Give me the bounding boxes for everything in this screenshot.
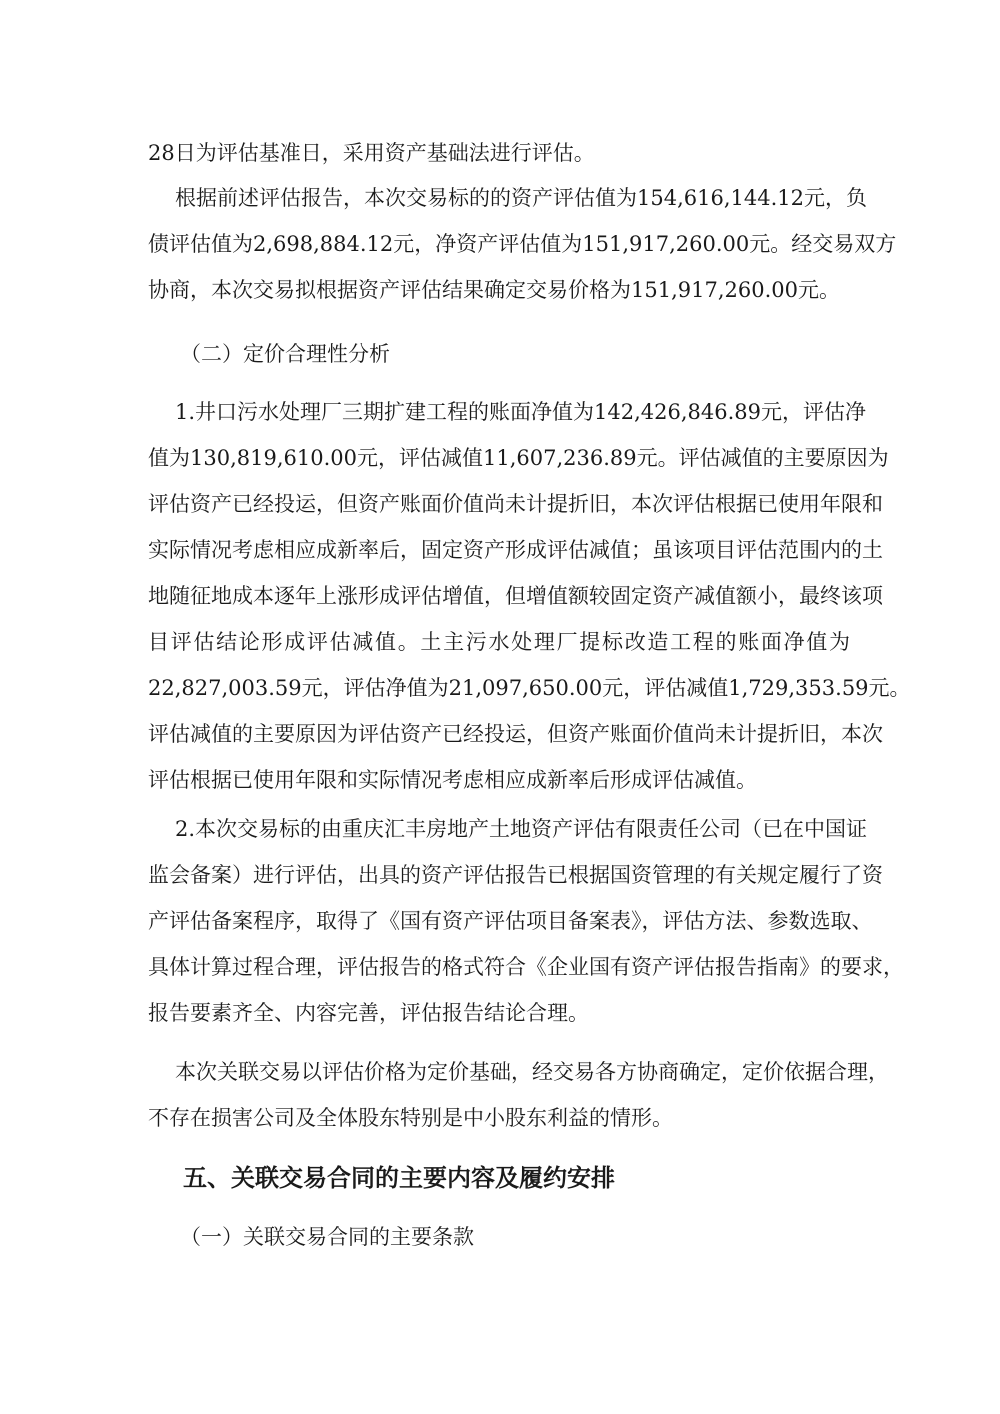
- paragraph-line: 22,827,003.59元，评估净值为21,097,650.00元，评估减值1,729,353.59元。: [148, 676, 911, 700]
- paragraph-line: 具体计算过程合理，评估报告的格式符合《企业国有资产评估报告指南》的要求，: [148, 955, 904, 979]
- subsection-heading: （一）关联交易合同的主要条款: [180, 1225, 474, 1249]
- paragraph-line: 根据前述评估报告，本次交易标的的资产评估值为154,616,144.12元，负: [175, 186, 867, 210]
- paragraph-line: 报告要素齐全、内容完善，评估报告结论合理。: [148, 1001, 589, 1025]
- paragraph-line: 评估根据已使用年限和实际情况考虑相应成新率后形成评估减值。: [148, 768, 757, 792]
- paragraph-line: 28日为评估基准日，采用资产基础法进行评估。: [148, 141, 595, 165]
- paragraph-line: 产评估备案程序，取得了《国有资产评估项目备案表》，评估方法、参数选取、: [148, 909, 873, 933]
- paragraph-line: 评估资产已经投运，但资产账面价值尚未计提折旧，本次评估根据已使用年限和: [148, 492, 883, 516]
- paragraph: [148, 389, 911, 803]
- paragraph-line: 目评估结论形成评估减值。土主污水处理厂提标改造工程的账面净值为: [148, 630, 850, 654]
- paragraph: [148, 130, 850, 176]
- paragraph-line: 本次关联交易以评估价格为定价基础，经交易各方协商确定，定价依据合理，: [175, 1060, 889, 1084]
- paragraph-line: 2.本次交易标的由重庆汇丰房地产土地资产评估有限责任公司（已在中国证: [175, 817, 868, 841]
- subsection-heading: （二）定价合理性分析: [180, 342, 390, 366]
- paragraph-line: 实际情况考虑相应成新率后，固定资产形成评估减值；虽该项目评估范围内的土: [148, 538, 883, 562]
- paragraph-line: 协商，本次交易拟根据资产评估结果确定交易价格为151,917,260.00元。: [148, 278, 840, 302]
- paragraph: [148, 1049, 889, 1141]
- paragraph-line: 监会备案）进行评估，出具的资产评估报告已根据国资管理的有关规定履行了资: [148, 863, 883, 887]
- section-heading: 五、关联交易合同的主要内容及履约安排: [183, 1164, 615, 1192]
- paragraph: [148, 175, 897, 313]
- paragraph-line: 地随征地成本逐年上涨形成评估增值，但增值额较固定资产减值额小，最终该项: [148, 584, 883, 608]
- paragraph-line: 评估减值的主要原因为评估资产已经投运，但资产账面价值尚未计提折旧，本次: [148, 722, 883, 746]
- paragraph: [148, 806, 904, 1036]
- paragraph-line: 不存在损害公司及全体股东特别是中小股东利益的情形。: [148, 1106, 673, 1130]
- paragraph-line: 债评估值为2,698,884.12元，净资产评估值为151,917,260.00元。经交易双方: [148, 232, 897, 256]
- paragraph-line: 值为130,819,610.00元，评估减值11,607,236.89元。评估减值的主要原因为: [148, 446, 889, 470]
- paragraph-line: 1.井口污水处理厂三期扩建工程的账面净值为142,426,846.89元，评估净: [175, 400, 867, 424]
